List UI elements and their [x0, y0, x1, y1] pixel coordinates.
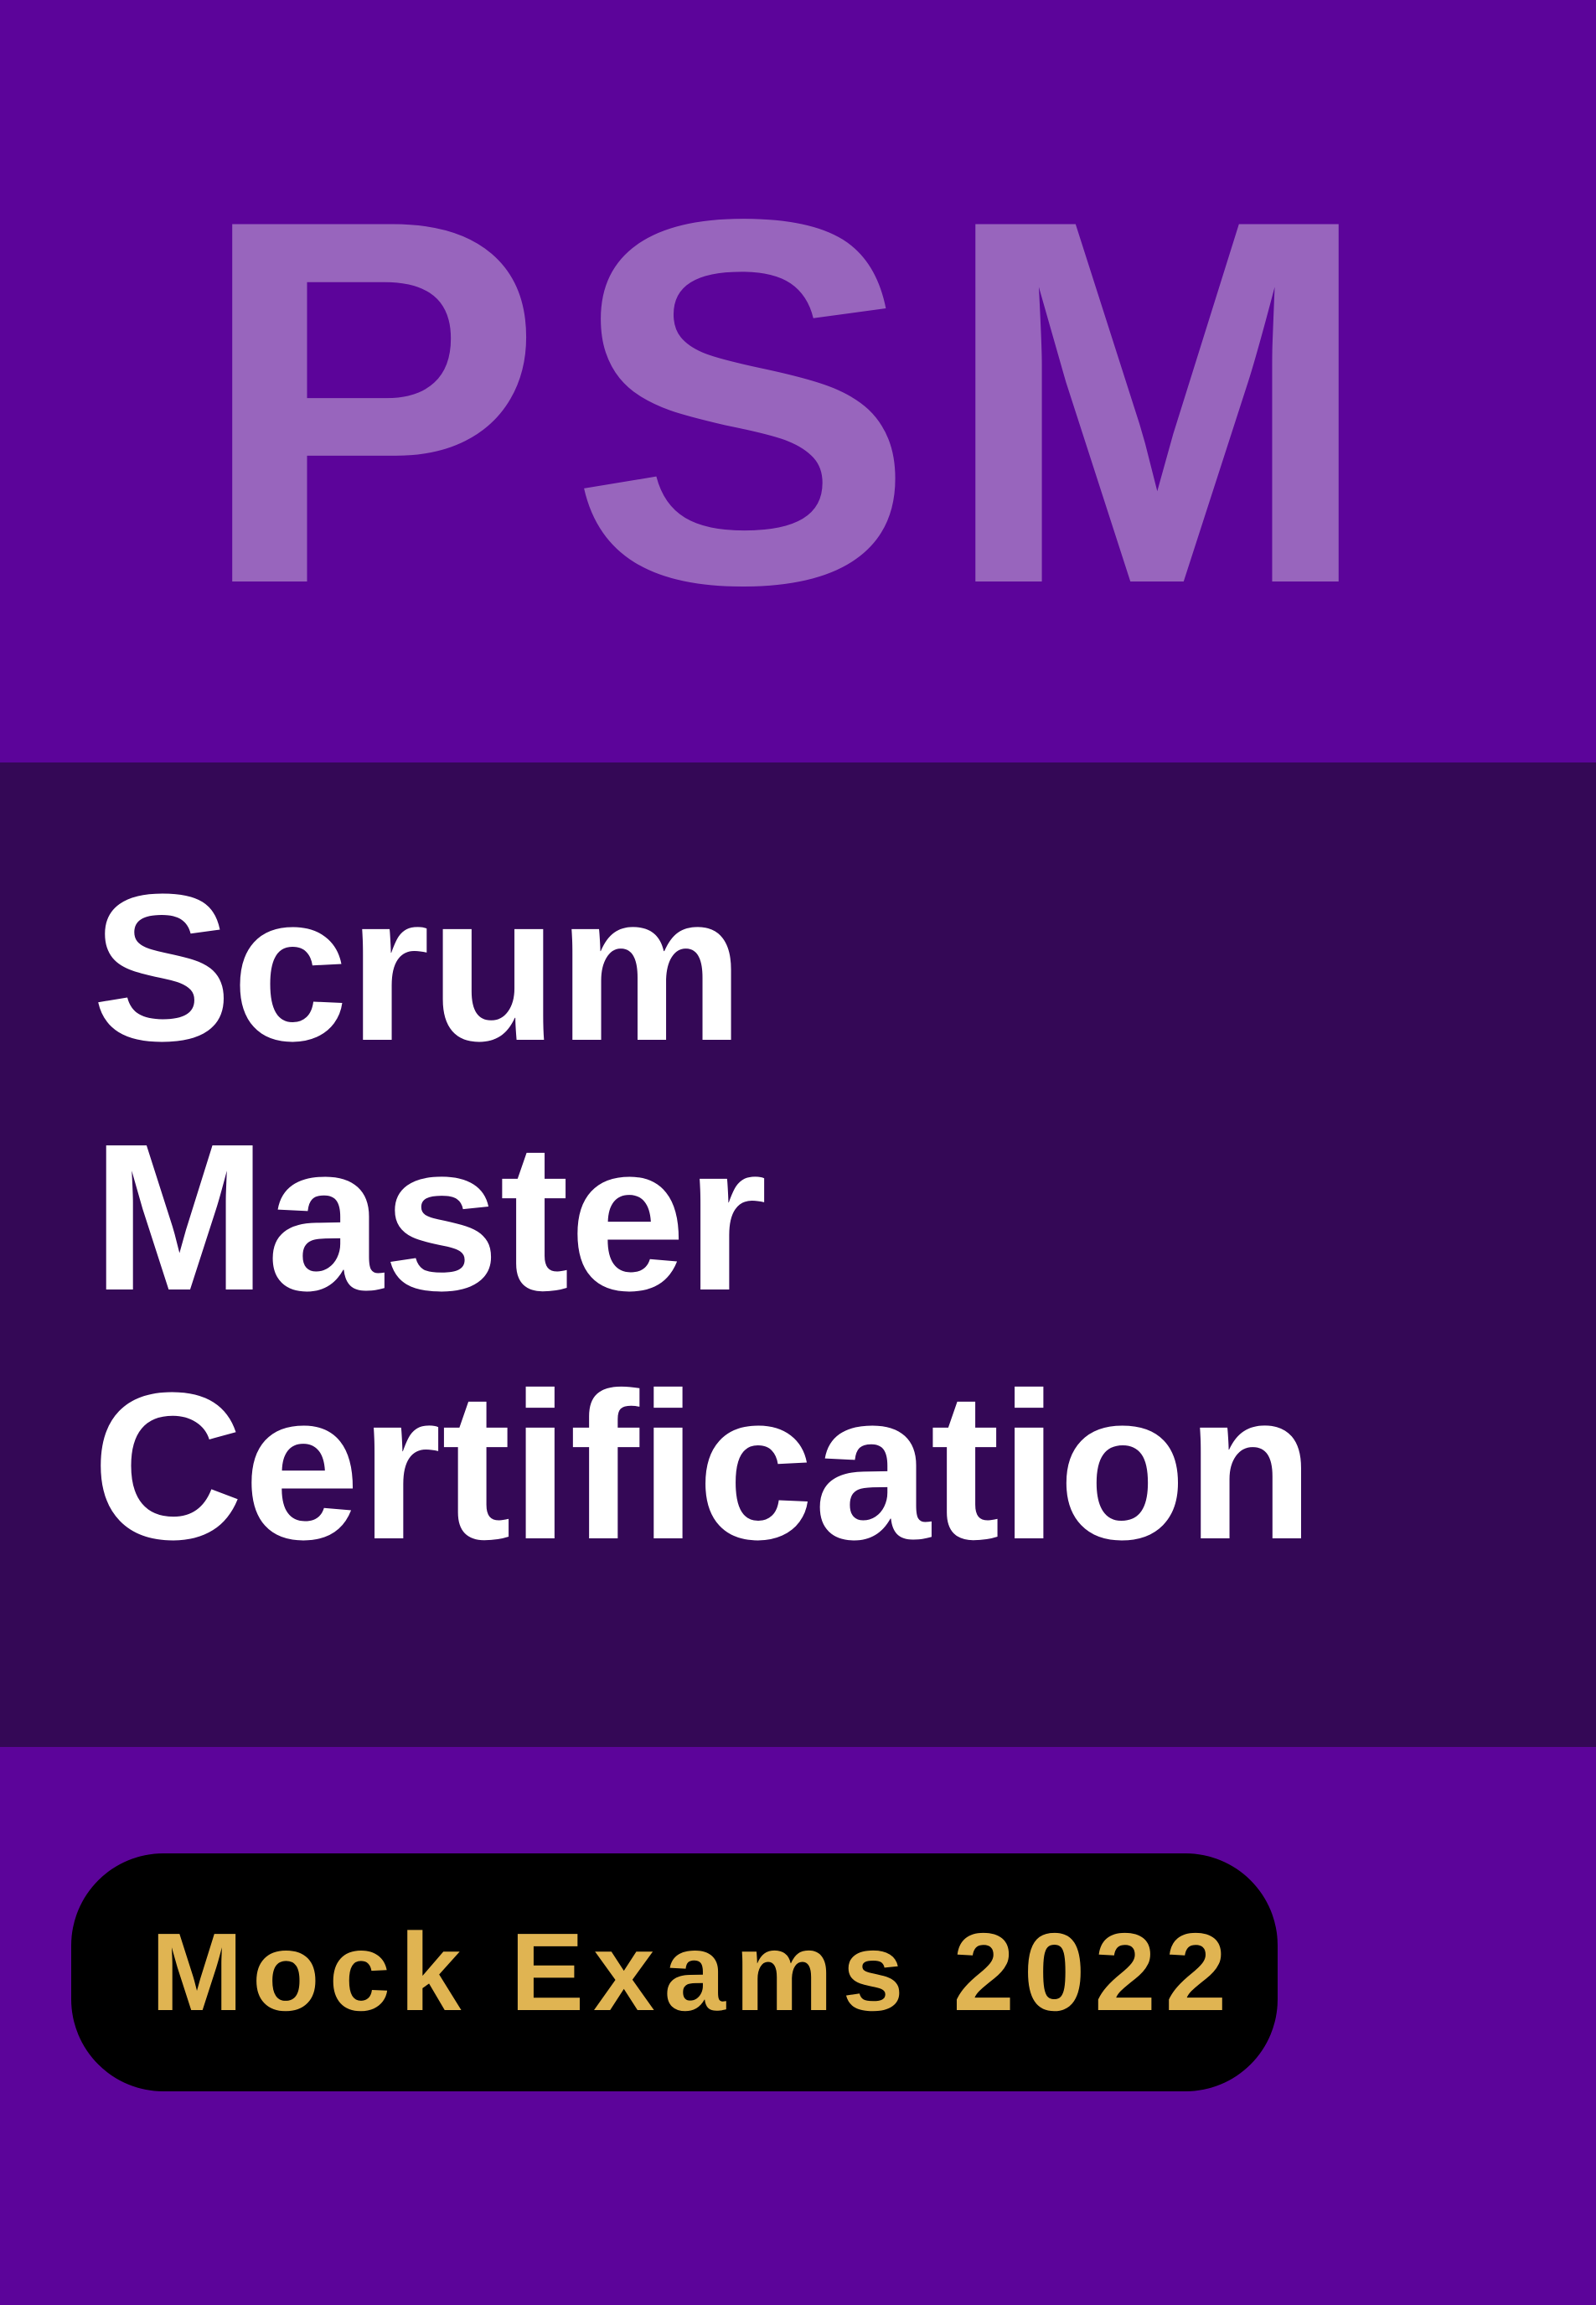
- title-line-scrum: Scrum: [92, 850, 745, 1084]
- title-line-certification: Certification: [92, 1349, 1315, 1583]
- mock-exams-badge: [71, 1853, 1278, 2091]
- cover-abbreviation: PSM: [197, 112, 1399, 692]
- badge-label: Mock Exams 2022: [151, 1910, 1237, 2034]
- title-line-master: Master: [92, 1100, 767, 1334]
- top-band: [0, 0, 1596, 762]
